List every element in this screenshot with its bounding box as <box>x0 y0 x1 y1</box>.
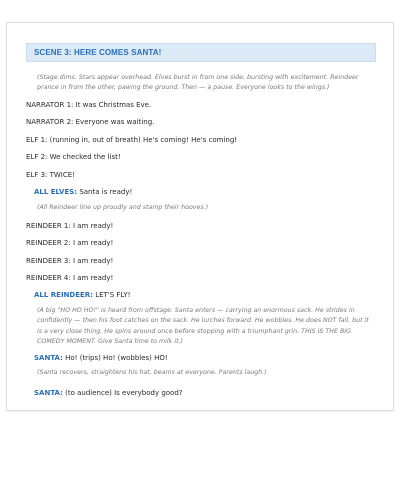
stage-direction-4: (Santa recovers, straightens his hat, beams at everyone. Parents laugh.) <box>37 369 267 376</box>
line-reindeer-4: REINDEER 4: I am ready! <box>26 274 114 282</box>
line-elf-3: ELF 3: TWICE! <box>26 171 75 179</box>
line-reindeer-1: REINDEER 1: I am ready! <box>26 222 114 230</box>
line-reindeer-2: REINDEER 2: I am ready! <box>26 239 114 247</box>
stage-direction-2: (All Reindeer line up proudly and stamp their hooves.) <box>37 204 209 211</box>
dialogue-all-reindeer: LET'S FLY! <box>92 291 131 299</box>
speaker-santa-2: SANTA: <box>34 389 63 397</box>
dialogue-santa-1: Ho! (trips) Ho! (wobbles) HO! <box>62 354 168 362</box>
stage-direction-1: (Stage dims. Stars appear overhead. Elves burst in from one side, bursting with excitement. Reindeer prance in from the other, pawing the ground. Then — a pause. Everyone looks to the wings.) <box>37 74 359 92</box>
line-all-elves <box>34 188 132 197</box>
line-reindeer-3: REINDEER 3: I am ready! <box>26 257 114 265</box>
speaker-santa-1: SANTA: <box>34 354 63 362</box>
line-narrator-2: NARRATOR 2: Everyone was waiting. <box>26 118 155 126</box>
line-narrator-1: NARRATOR 1: It was Christmas Eve. <box>26 101 152 109</box>
dialogue-santa-2: (to audience) Is everybody good? <box>62 389 183 397</box>
line-all-reindeer <box>34 291 130 300</box>
line-santa-1 <box>34 354 168 363</box>
speaker-all-reindeer: ALL REINDEER: <box>34 291 93 299</box>
line-santa-2 <box>34 389 183 398</box>
script-page <box>6 22 394 411</box>
scene-heading: SCENE 3: HERE COMES SANTA! <box>26 43 376 62</box>
line-elf-1: ELF 1: (running in, out of breath) He's coming! He's coming! <box>26 136 238 144</box>
dialogue-all-elves: Santa is ready! <box>77 188 133 196</box>
stage-direction-3: (A big "HO HO HO!" is heard from offstage. Santa enters — carrying an enormous sack. He strides in confidently — then his foot catches on the sack. He lurches forward. He wobbles. He does NOT fall, but it is a very close thing. He spins around once before stopping with a triumphant grin. THIS IS THE BIG COMEDY MOMENT. Give Santa time to milk it.) <box>37 307 369 346</box>
speaker-all-elves: ALL ELVES: <box>34 188 78 196</box>
line-elf-2: ELF 2: We checked the list! <box>26 153 121 161</box>
